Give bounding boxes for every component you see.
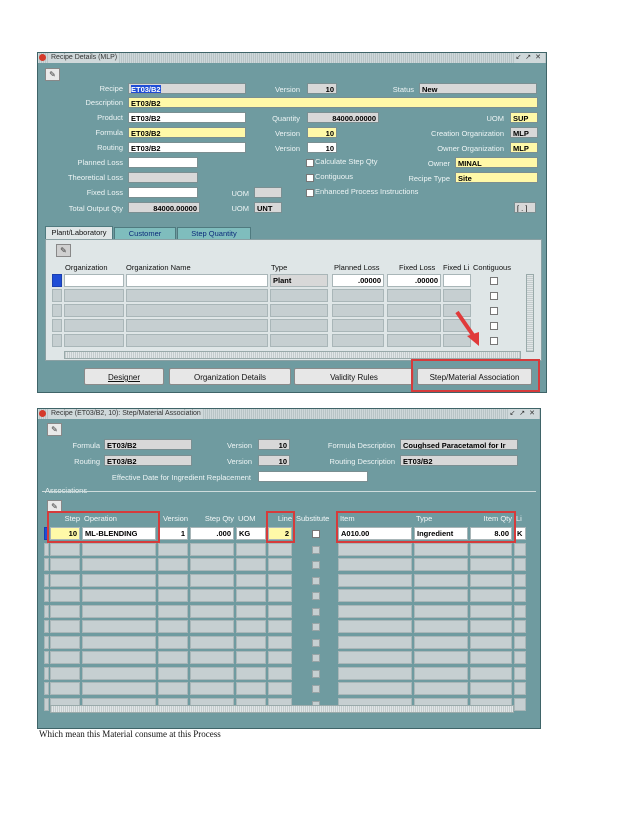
window-controls[interactable]: ↙ ↗ ✕ [509,410,536,417]
routing-version-label: Version [226,457,252,466]
cell-type[interactable] [414,682,468,695]
cell-fixed-loss[interactable] [387,289,441,302]
cell-substitute[interactable] [294,589,336,602]
cell-type[interactable] [414,620,468,633]
formula-version-field[interactable]: 10 [258,439,290,450]
cell-substitute[interactable] [294,543,336,556]
cell-planned-loss[interactable] [332,289,384,302]
recipe-details-titlebar [38,53,546,63]
fixed-uom-label: UOM [231,189,249,198]
total-output-field[interactable]: 84000.00000 [128,202,200,213]
cell-uom[interactable] [236,667,266,680]
cell-operation[interactable] [82,620,156,633]
cell-step-qty[interactable]: .000 [190,527,234,540]
cell-version[interactable] [158,636,188,649]
cell-fixed-loss[interactable] [387,334,441,347]
cell-version[interactable] [158,589,188,602]
calc-step-qty-checkbox[interactable] [306,159,314,167]
col-step: Step [64,514,80,523]
cell-step-qty[interactable] [190,558,234,571]
owner-label: Owner [427,159,450,168]
tab-customer[interactable]: Customer [114,227,176,239]
owner-field[interactable]: MINAL [455,157,538,168]
cell-organization-name[interactable] [126,319,268,332]
cell-operation[interactable] [82,543,156,556]
formula-label: Formula [72,441,100,450]
cell-line[interactable] [268,574,292,587]
row-indicator[interactable] [44,698,49,711]
cell-uom[interactable] [236,620,266,633]
cell-uom[interactable] [236,605,266,618]
window-controls[interactable]: ↙ ↗ ✕ [515,54,542,61]
row-indicator[interactable] [44,558,49,571]
vertical-scrollbar[interactable] [526,274,534,352]
red-arrow-annotation [453,308,483,348]
highlight-line [266,511,295,543]
routing-label: Routing [97,143,123,152]
cell-version[interactable]: 1 [158,527,188,540]
tab-plant-laboratory[interactable]: Plant/Laboratory [45,226,113,240]
fixed-loss-field[interactable] [128,187,198,198]
cell-line[interactable] [268,682,292,695]
row-indicator[interactable] [52,334,62,347]
cell-item[interactable] [338,605,412,618]
tab-step-quantity[interactable]: Step Quantity [177,227,251,239]
row-indicator[interactable] [44,682,49,695]
cell-type[interactable] [270,304,328,317]
cell-item-qty[interactable] [470,543,512,556]
cell-line[interactable] [268,558,292,571]
planned-loss-label: Planned Loss [77,158,123,167]
col-operation: Operation [84,514,117,523]
recipe-field[interactable] [128,83,246,94]
recipe-details-window [37,52,547,393]
row-tool-icon[interactable]: ✎ [47,500,62,513]
cell-step[interactable] [50,682,80,695]
cell-fixed-li[interactable] [443,274,471,287]
uom-label: UOM [486,114,504,123]
cell-li[interactable] [514,698,526,711]
cell-fixed-li[interactable] [443,289,471,302]
substitute-checkbox[interactable] [312,546,320,554]
substitute-checkbox[interactable] [312,608,320,616]
step-material-window [37,408,541,729]
cell-step-qty[interactable] [190,589,234,602]
cell-type[interactable] [414,558,468,571]
contiguous-checkbox[interactable] [306,174,314,182]
col-substitute: Substitute [296,514,330,523]
cell-version[interactable] [158,574,188,587]
contiguous-row-checkbox[interactable] [490,307,498,315]
cell-contiguous[interactable] [473,289,513,302]
step-material-titlebar [38,409,540,419]
formula-version-label: Version [226,441,252,450]
substitute-checkbox[interactable] [312,639,320,647]
cell-operation[interactable] [82,558,156,571]
recipe-type-label: Recipe Type [408,174,450,183]
cell-operation[interactable]: ML-BLENDING [82,527,156,540]
row-indicator[interactable] [44,620,49,633]
cell-li[interactable] [514,682,526,695]
cell-step[interactable] [50,667,80,680]
cell-item-qty[interactable] [470,574,512,587]
cell-uom[interactable] [236,543,266,556]
substitute-checkbox[interactable] [312,670,320,678]
routing-description-field[interactable]: ET03/B2 [400,455,518,466]
cell-item[interactable] [338,558,412,571]
cell-item-qty[interactable] [470,558,512,571]
cell-item[interactable] [338,667,412,680]
cell-li[interactable] [514,667,526,680]
fixed-uom-field[interactable] [254,187,282,198]
cell-operation[interactable] [82,636,156,649]
creation-org-field[interactable]: MLP [510,127,538,138]
formula-description-label: Formula Description [327,441,395,450]
cell-li[interactable] [514,558,526,571]
enhanced-label: Enhanced Process Instructions [315,187,419,196]
col-item: Item [340,514,355,523]
cell-contiguous[interactable] [473,274,513,287]
cell-type[interactable] [414,651,468,664]
tab-strip [45,226,540,240]
cell-uom[interactable] [236,574,266,587]
cell-organization[interactable] [64,334,124,347]
total-uom-label: UOM [231,204,249,213]
organization-details-button[interactable]: Organization Details [169,368,291,385]
row-indicator[interactable] [44,574,49,587]
effective-date-label: Effective Date for Ingredient Replacement [111,473,251,482]
cell-substitute[interactable] [294,636,336,649]
owner-org-label: Owner Organization [437,144,504,153]
cell-type[interactable] [270,319,328,332]
calc-step-qty-label: Calculate Step Qty [315,157,378,166]
cell-step[interactable] [50,605,80,618]
row-tool-icon[interactable]: ✎ [56,244,71,257]
cell-substitute[interactable] [294,574,336,587]
horizontal-scrollbar[interactable] [50,705,514,713]
cell-substitute[interactable] [294,558,336,571]
cell-planned-loss[interactable] [332,304,384,317]
cell-version[interactable] [158,605,188,618]
theoretical-loss-field[interactable] [128,172,198,183]
folder-tool-icon[interactable]: ✎ [47,423,62,436]
col-fixed-li: Fixed Li [443,263,470,272]
col-organization: Organization [65,263,108,272]
cell-li[interactable] [514,636,526,649]
cell-substitute[interactable] [294,667,336,680]
cell-type[interactable] [270,334,328,347]
row-indicator[interactable] [44,651,49,664]
cell-operation[interactable] [82,667,156,680]
theoretical-loss-label: Theoretical Loss [67,173,123,182]
window-title: Recipe (ET03/B2, 10): Step/Material Association [51,410,201,417]
product-label: Product [97,113,123,122]
cell-organization-name[interactable] [126,304,268,317]
formula-version-label: Version [274,129,300,138]
cell-version[interactable] [158,667,188,680]
cell-step[interactable] [50,558,80,571]
cell-step-qty[interactable] [190,682,234,695]
cell-fixed-loss[interactable]: .00000 [387,274,441,287]
cell-step[interactable] [50,574,80,587]
col-item-qty: Item Qty [483,514,512,523]
total-uom-field[interactable]: UNT [254,202,282,213]
status-label: Status [392,85,414,94]
cell-organization[interactable] [64,319,124,332]
cell-line[interactable] [268,636,292,649]
quantity-label: Quantity [272,114,300,123]
col-type: Type [271,263,288,272]
cell-type[interactable]: Plant [270,274,328,287]
substitute-checkbox[interactable] [312,592,320,600]
row-indicator[interactable] [52,289,62,302]
cell-item[interactable] [338,574,412,587]
quantity-field[interactable]: 84000.00000 [307,112,379,123]
cell-item-qty[interactable] [470,636,512,649]
cell-item-qty[interactable] [470,605,512,618]
recipe-label: Recipe [99,84,123,93]
planned-loss-field[interactable] [128,157,198,168]
cell-uom[interactable] [236,558,266,571]
cell-operation[interactable] [82,605,156,618]
substitute-checkbox[interactable] [312,530,320,538]
cell-substitute[interactable] [294,682,336,695]
routing-version-field[interactable]: 10 [258,455,290,466]
cell-item-qty[interactable] [470,682,512,695]
cell-substitute[interactable] [294,651,336,664]
horizontal-scrollbar[interactable] [64,351,521,359]
cell-item-qty[interactable] [470,651,512,664]
cell-line[interactable] [268,605,292,618]
col-version: Version [162,514,188,523]
enhanced-checkbox[interactable] [306,189,314,197]
cell-type[interactable]: Ingredient [414,527,468,540]
cell-step-qty[interactable] [190,574,234,587]
cell-li[interactable]: K [514,527,526,540]
cell-line[interactable] [268,667,292,680]
cell-step[interactable] [50,620,80,633]
row-indicator[interactable] [52,274,62,287]
col-contiguous: Contiguous [473,263,511,272]
cell-line[interactable] [268,589,292,602]
cell-item-qty[interactable] [470,589,512,602]
cell-type[interactable] [270,289,328,302]
cell-item[interactable] [338,636,412,649]
cell-fixed-loss[interactable] [387,304,441,317]
col-step-qty: Step Qty [204,514,234,523]
cell-line[interactable] [268,543,292,556]
cell-version[interactable] [158,620,188,633]
product-field[interactable]: ET03/B2 [128,112,246,123]
bracket-button[interactable]: [ . ] [514,202,536,213]
description-label: Description [85,98,123,107]
cell-item[interactable] [338,620,412,633]
cell-type[interactable] [414,636,468,649]
status-field[interactable]: New [419,83,537,94]
cell-line[interactable] [268,620,292,633]
row-indicator[interactable] [44,589,49,602]
formula-description-field[interactable]: Coughsed Paracetamol for Ir [400,439,518,450]
cell-planned-loss[interactable]: .00000 [332,274,384,287]
col-li: Li [516,514,522,523]
row-indicator[interactable] [44,667,49,680]
cell-step-qty[interactable] [190,605,234,618]
associations-grid [44,513,538,709]
col-fixed-loss: Fixed Loss [399,263,436,272]
cell-uom[interactable] [236,651,266,664]
substitute-checkbox[interactable] [312,654,320,662]
cell-step[interactable] [50,636,80,649]
substitute-checkbox[interactable] [312,623,320,631]
cell-item-qty[interactable] [470,667,512,680]
cell-li[interactable] [514,620,526,633]
highlight-step-material-button [411,359,540,392]
contiguous-row-checkbox[interactable] [490,337,498,345]
fixed-loss-label: Fixed Loss [86,188,123,197]
routing-label: Routing [74,457,100,466]
row-indicator[interactable] [52,304,62,317]
window-menu-icon[interactable] [39,410,46,417]
folder-tool-icon[interactable]: ✎ [45,68,60,81]
formula-field[interactable]: ET03/B2 [128,127,246,138]
highlight-step-operation [47,511,160,543]
cell-step[interactable] [50,651,80,664]
cell-organization-name[interactable] [126,274,268,287]
caption-text: Which mean this Material consume at this Process [39,729,221,739]
contiguous-label: Contiguous [315,172,353,181]
cell-step[interactable] [50,589,80,602]
associations-label: Associations [45,486,88,495]
window-menu-icon[interactable] [39,54,46,61]
version-label: Version [274,85,300,94]
window-title: Recipe Details (MLP) [51,54,118,61]
cell-organization[interactable] [64,304,124,317]
cell-organization-name[interactable] [126,289,268,302]
cell-type[interactable] [414,574,468,587]
cell-substitute[interactable] [294,620,336,633]
owner-org-field[interactable]: MLP [510,142,538,153]
cell-fixed-loss[interactable] [387,319,441,332]
routing-description-label: Routing Description [329,457,395,466]
cell-step-qty[interactable] [190,543,234,556]
cell-version[interactable] [158,682,188,695]
formula-version-field[interactable]: 10 [307,127,337,138]
cell-version[interactable] [158,558,188,571]
cell-substitute[interactable] [294,527,336,540]
formula-label: Formula [95,128,123,137]
cell-line[interactable]: 2 [268,527,292,540]
routing-field[interactable]: ET03/B2 [128,142,246,153]
cell-type[interactable] [414,667,468,680]
cell-li[interactable] [514,543,526,556]
cell-step-qty[interactable] [190,651,234,664]
step-material-association-button[interactable]: Step/Material Association [417,368,532,385]
cell-organization[interactable] [64,274,124,287]
contiguous-row-checkbox[interactable] [490,322,498,330]
recipe-selected-text: ET03/B2 [131,85,161,94]
cell-step-qty[interactable] [190,636,234,649]
cell-item[interactable] [338,651,412,664]
cell-type[interactable] [414,543,468,556]
substitute-checkbox[interactable] [312,577,320,585]
row-indicator[interactable] [44,605,49,618]
cell-step[interactable]: 10 [50,527,80,540]
effective-date-field[interactable] [258,471,368,482]
col-type: Type [416,514,433,523]
cell-step[interactable] [50,543,80,556]
cell-li[interactable] [514,605,526,618]
row-indicator[interactable] [44,636,49,649]
cell-version[interactable] [158,543,188,556]
routing-version-field[interactable]: 10 [307,142,337,153]
substitute-checkbox[interactable] [312,561,320,569]
cell-organization[interactable] [64,289,124,302]
cell-line[interactable] [268,651,292,664]
creation-org-label: Creation Organization [431,129,504,138]
cell-step-qty[interactable] [190,620,234,633]
cell-item[interactable] [338,682,412,695]
routing-field[interactable]: ET03/B2 [104,455,192,466]
validity-rules-button[interactable]: Validity Rules [294,368,414,385]
cell-uom[interactable] [236,682,266,695]
substitute-checkbox[interactable] [312,685,320,693]
highlight-item-type-qty [336,511,516,543]
col-planned-loss: Planned Loss [334,263,380,272]
designer-button[interactable]: Designer [84,368,164,385]
contiguous-row-checkbox[interactable] [490,292,498,300]
col-organization-name: Organization Name [126,263,191,272]
cell-item[interactable]: A010.00 [338,527,412,540]
version-field[interactable]: 10 [307,83,337,94]
routing-version-label: Version [274,144,300,153]
cell-uom[interactable] [236,589,266,602]
col-line: Line [277,514,292,523]
cell-operation[interactable] [82,651,156,664]
contiguous-row-checkbox[interactable] [490,277,498,285]
description-field[interactable]: ET03/B2 [128,97,538,108]
formula-field[interactable]: ET03/B2 [104,439,192,450]
cell-organization-name[interactable] [126,334,268,347]
row-indicator[interactable] [44,543,49,556]
cell-uom[interactable]: KG [236,527,266,540]
cell-type[interactable] [414,589,468,602]
cell-version[interactable] [158,651,188,664]
cell-li[interactable] [514,651,526,664]
uom-field[interactable]: SUP [510,112,538,123]
cell-planned-loss[interactable] [332,334,384,347]
cell-operation[interactable] [82,589,156,602]
cell-item[interactable] [338,589,412,602]
cell-item-qty[interactable]: 8.00 [470,527,512,540]
cell-item[interactable] [338,543,412,556]
row-indicator[interactable] [52,319,62,332]
cell-substitute[interactable] [294,605,336,618]
cell-planned-loss[interactable] [332,319,384,332]
cell-li[interactable] [514,574,526,587]
cell-type[interactable] [414,605,468,618]
total-output-label: Total Output Qty [68,204,123,213]
cell-operation[interactable] [82,682,156,695]
cell-operation[interactable] [82,574,156,587]
cell-step-qty[interactable] [190,667,234,680]
cell-uom[interactable] [236,636,266,649]
cell-item-qty[interactable] [470,620,512,633]
col-uom: UOM [238,514,256,523]
cell-li[interactable] [514,589,526,602]
recipe-type-field[interactable]: Site [455,172,538,183]
